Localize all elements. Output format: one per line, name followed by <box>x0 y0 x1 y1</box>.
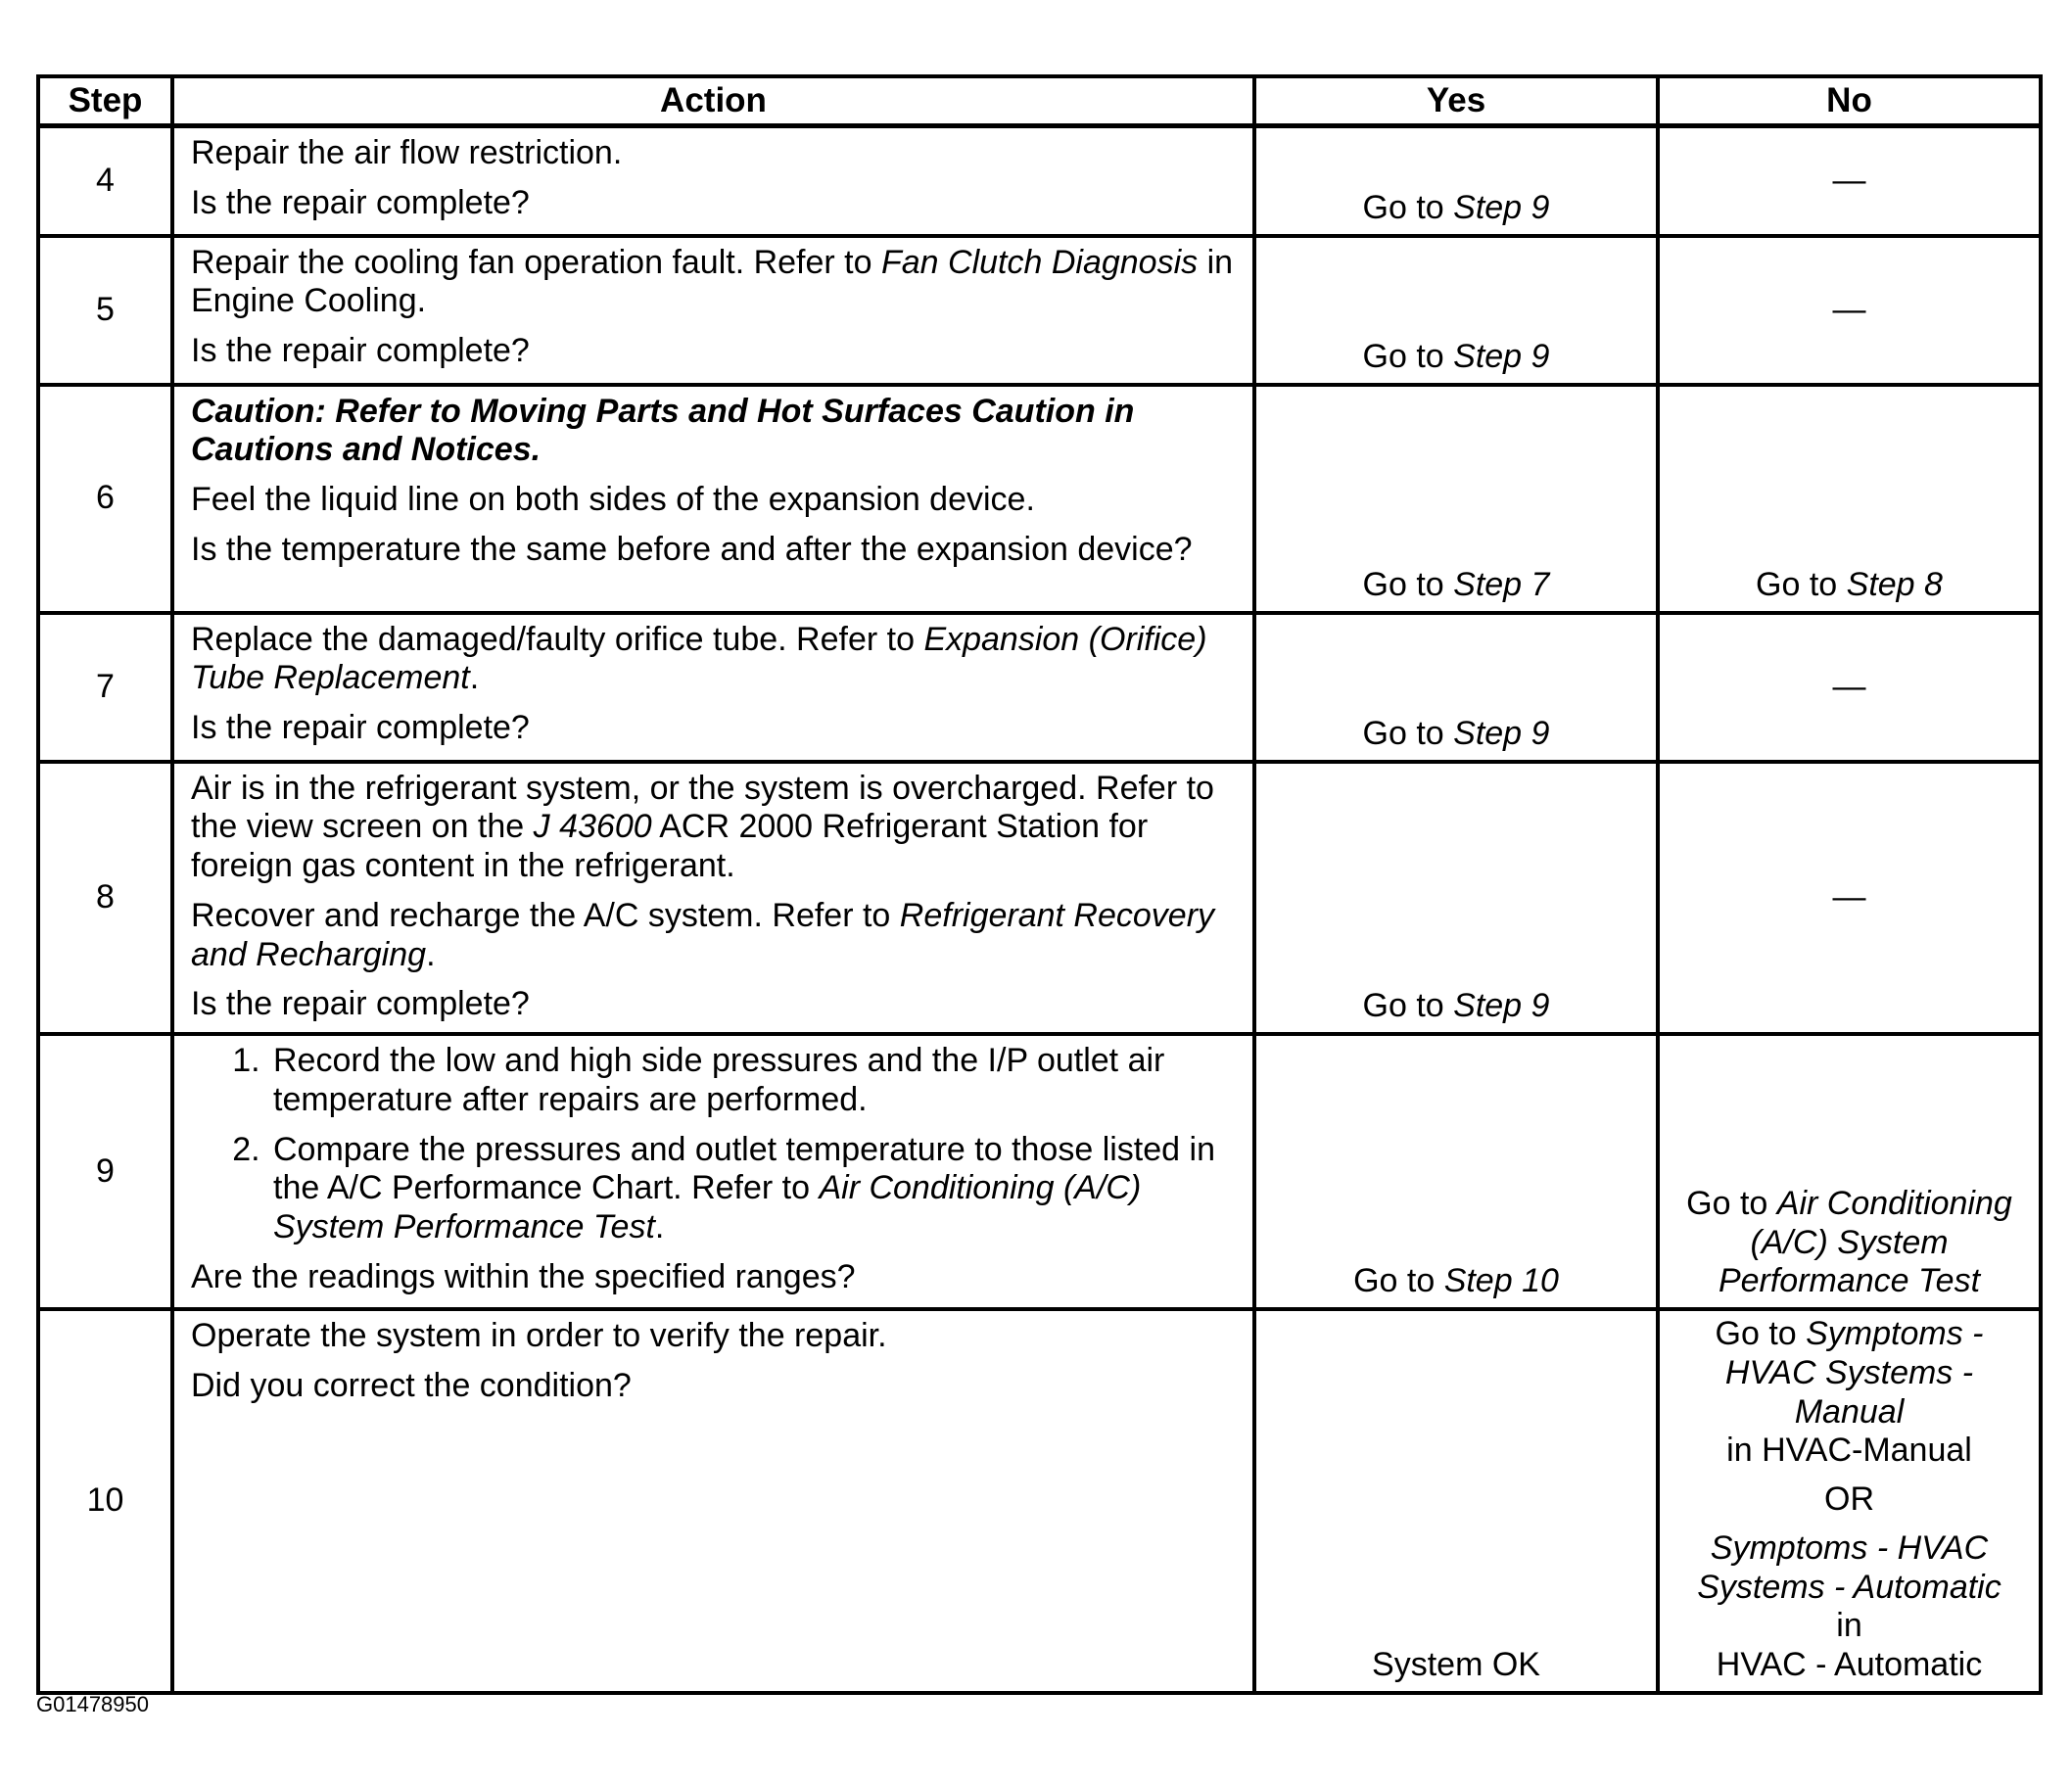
no-dash: — <box>1832 877 1866 916</box>
action-text-part: . <box>469 659 480 697</box>
no-step-ref: Step 8 <box>1846 565 1943 603</box>
action-cell <box>172 236 1254 385</box>
action-cell <box>172 762 1254 1035</box>
action-cell <box>172 1309 1254 1693</box>
no-prefix: Go to <box>1756 565 1847 603</box>
yes-prefix: Go to <box>1353 1262 1444 1300</box>
no-or: OR <box>1824 1480 1874 1519</box>
action-text-part: ACR 2000 Refrigerant Station for foreign gas content in the refrigerant. <box>191 808 1149 885</box>
yes-cell <box>1254 1034 1658 1309</box>
yes-step-ref: Step 9 <box>1453 714 1550 752</box>
yes-cell: System OK <box>1254 1309 1658 1693</box>
action-cell <box>172 613 1254 762</box>
action-reference: Air Conditioning (A/C) System Performance Test <box>273 1169 1142 1246</box>
no-prefix: Go to <box>1686 1184 1777 1222</box>
step-number: 6 <box>38 385 172 613</box>
action-question: Is the repair complete? <box>191 709 530 747</box>
no-cell <box>1658 126 2041 236</box>
step-number: 10 <box>38 1309 172 1693</box>
header-step: Step <box>38 76 172 126</box>
tool-reference: J 43600 <box>533 808 652 846</box>
no-reference: Symptoms - HVAC Systems - Manual <box>1724 1315 1984 1431</box>
no-dash: — <box>1832 290 1866 328</box>
step-number: 7 <box>38 613 172 762</box>
yes-cell <box>1254 762 1658 1035</box>
no-reference: Symptoms - HVAC Systems - Automatic <box>1697 1528 2001 1606</box>
no-dash: — <box>1832 667 1866 705</box>
action-text: Operate the system in order to verify the repair. <box>191 1317 887 1355</box>
no-line: HVAC - Automatic <box>1716 1646 1983 1684</box>
action-text-part: Repair the cooling fan operation fault. Refer to <box>191 243 881 281</box>
yes-prefix: Go to <box>1362 714 1454 752</box>
figure-id: G01478950 <box>36 1692 149 1716</box>
action-question: Is the temperature the same before and after the expansion device? <box>191 530 1193 568</box>
action-question: Is the repair complete? <box>191 332 530 370</box>
no-cell <box>1658 613 2041 762</box>
action-text <box>191 897 1239 975</box>
table-row <box>38 613 2041 762</box>
action-text <box>191 621 1239 699</box>
header-yes: Yes <box>1254 76 1658 126</box>
action-text <box>191 770 1239 886</box>
yes-cell <box>1254 613 1658 762</box>
list-item: 1. Record the low and high side pressures and the I/P outlet air temperature after repairs are performed. <box>269 1042 1239 1120</box>
header-no: No <box>1658 76 2041 126</box>
diagnostic-table <box>36 74 2043 1695</box>
list-item <box>269 1131 1239 1247</box>
no-prefix: Go to <box>1715 1315 1807 1353</box>
no-reference: Air Conditioning (A/C) System Performance Test <box>1718 1184 2012 1300</box>
table-row <box>38 1034 2041 1309</box>
action-text: Feel the liquid line on both sides of the expansion device. <box>191 481 1035 519</box>
yes-cell <box>1254 236 1658 385</box>
yes-prefix: Go to <box>1362 188 1454 226</box>
table-row <box>38 385 2041 613</box>
no-line <box>1670 1315 2029 1432</box>
table-row <box>38 236 2041 385</box>
action-text-part: Compare the pressures and outlet temperature to those listed in the A/C Performance Chart. Refer to <box>273 1130 1215 1207</box>
table-row <box>38 1309 2041 1693</box>
action-text-part: in Engine Cooling. <box>191 243 1234 320</box>
caution-text: Caution: Refer to Moving Parts and Hot Surfaces Caution in Cautions and Notices. <box>191 392 1135 469</box>
no-cell <box>1658 385 2041 613</box>
no-cell <box>1658 236 2041 385</box>
header-action: Action <box>172 76 1254 126</box>
action-question: Are the readings within the specified ranges? <box>191 1257 856 1295</box>
action-text <box>191 244 1239 322</box>
action-text-part: . <box>654 1208 665 1246</box>
step-number: 4 <box>38 126 172 236</box>
yes-prefix: Go to <box>1362 565 1454 603</box>
table-row <box>38 762 2041 1035</box>
yes-step-ref: Step 7 <box>1453 565 1550 603</box>
action-question: Did you correct the condition? <box>191 1366 632 1404</box>
action-text: Repair the air flow restriction. <box>191 134 623 171</box>
no-dash: — <box>1832 161 1866 199</box>
yes-cell <box>1254 126 1658 236</box>
step-number: 5 <box>38 236 172 385</box>
action-cell <box>172 126 1254 236</box>
action-cell <box>172 385 1254 613</box>
action-cell <box>172 1034 1254 1309</box>
action-text-part: Recover and recharge the A/C system. Refer to <box>191 896 900 934</box>
table-header-row <box>38 76 2041 126</box>
yes-step-ref: Step 9 <box>1453 337 1550 375</box>
action-text-part: . <box>426 935 436 973</box>
action-reference: Fan Clutch Diagnosis <box>881 243 1199 281</box>
no-line: in HVAC-Manual <box>1726 1432 1972 1470</box>
action-text-part: Air is in the refrigerant system, or the system is overcharged. Refer to the view screen on the <box>191 769 1214 846</box>
table-row <box>38 126 2041 236</box>
step-number: 9 <box>38 1034 172 1309</box>
yes-step-ref: Step 9 <box>1453 987 1550 1025</box>
no-line: in <box>1836 1607 1862 1645</box>
numbered-list <box>191 1042 1239 1247</box>
action-reference: Refrigerant Recovery and Recharging <box>191 896 1215 973</box>
action-reference: Expansion (Orifice) Tube Replacement <box>191 620 1207 697</box>
no-cell <box>1658 762 2041 1035</box>
step-number: 8 <box>38 762 172 1035</box>
yes-step-ref: Step 9 <box>1453 188 1550 226</box>
yes-prefix: Go to <box>1362 337 1454 375</box>
no-cell <box>1658 1309 2041 1693</box>
yes-prefix: Go to <box>1362 987 1454 1025</box>
yes-step-ref: Step 10 <box>1443 1262 1559 1300</box>
action-text-part: Replace the damaged/faulty orifice tube. Refer to <box>191 620 924 658</box>
action-question: Is the repair complete? <box>191 183 530 221</box>
no-cell <box>1658 1034 2041 1309</box>
action-question: Is the repair complete? <box>191 985 530 1023</box>
yes-cell <box>1254 385 1658 613</box>
